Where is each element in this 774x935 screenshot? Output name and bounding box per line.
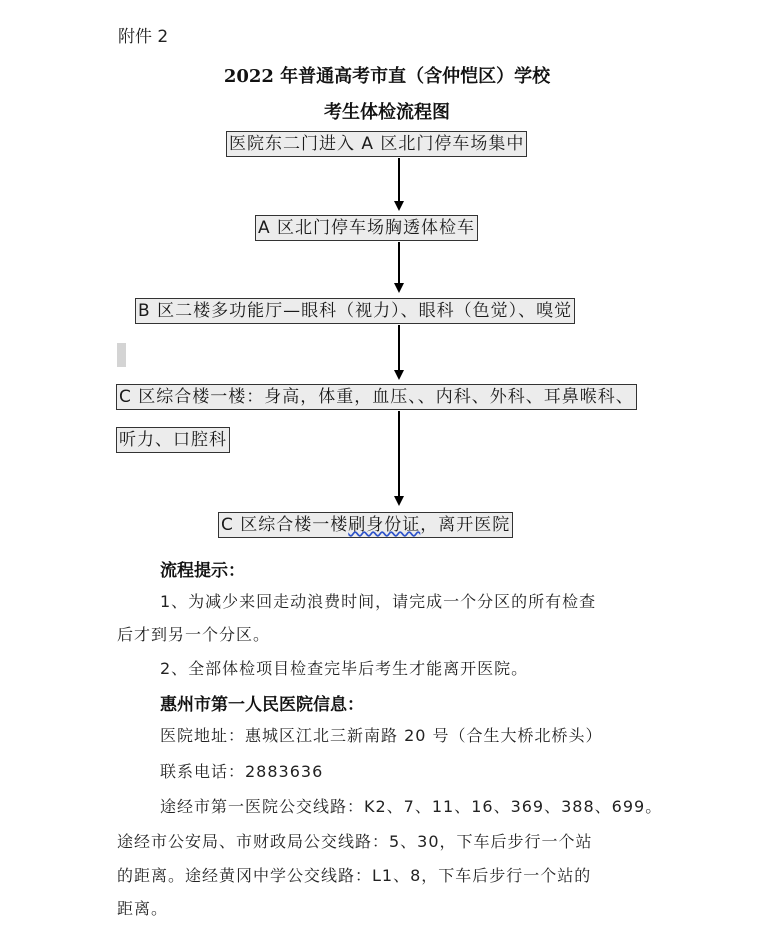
tip-item-1-line2: 后才到另一个分区。	[117, 625, 271, 644]
flow-step-3: B 区二楼多功能厅—眼科（视力）、眼科（色觉）、嗅觉	[135, 298, 575, 324]
flow-arrow-4-line	[398, 411, 400, 497]
arrow-down-icon	[394, 496, 404, 506]
flow-arrow-2-line	[398, 242, 400, 284]
arrow-down-icon	[394, 370, 404, 380]
hospital-heading: 惠州市第一人民医院信息：	[160, 695, 364, 715]
hospital-phone: 联系电话：2883636	[160, 762, 324, 781]
flow-arrow-1-line	[398, 158, 400, 202]
bus-line-2: 途经市公安局、市财政局公交线路：5、30，下车后步行一个站	[117, 832, 593, 851]
page-title: 2022 年普通高考市直（含仲恺区）学校	[223, 66, 551, 87]
flow-arrow-3-line	[398, 325, 400, 371]
bus-line-3: 的距离。途经黄冈中学公交线路：L1、8，下车后步行一个站的	[117, 866, 592, 885]
flow-step-4-line2: 听力、口腔科	[116, 427, 230, 453]
bus-line-4: 距离。	[117, 899, 169, 918]
edit-marker	[117, 343, 126, 367]
flow-step-5-suffix: ，离开医院	[420, 515, 511, 535]
flow-step-5	[218, 512, 513, 538]
flow-step-5-underlined: 刷身份证	[348, 515, 421, 535]
tip-item-1-line1: 1、为减少来回走动浪费时间，请完成一个分区的所有检查	[160, 592, 597, 611]
flow-step-1: 医院东二门进入 A 区北门停车场集中	[226, 131, 527, 157]
arrow-down-icon	[394, 283, 404, 293]
tips-heading: 流程提示：	[160, 561, 245, 581]
flow-step-5-prefix: C 区综合楼一楼	[221, 515, 349, 535]
hospital-address: 医院地址：惠城区江北三新南路 20 号（合生大桥北桥头）	[160, 726, 603, 745]
arrow-down-icon	[394, 201, 404, 211]
flow-step-2: A 区北门停车场胸透体检车	[255, 215, 478, 241]
page-subtitle: 考生体检流程图	[324, 102, 450, 123]
flow-step-4-line1: C 区综合楼一楼：身高，体重，血压、、内科、外科、耳鼻喉科、	[116, 384, 637, 410]
attachment-label: 附件 2	[118, 27, 169, 47]
tip-item-2: 2、全部体检项目检查完毕后考生才能离开医院。	[160, 659, 529, 678]
bus-line-1: 途经市第一医院公交线路：K2、7、11、16、369、388、699。	[160, 797, 663, 816]
